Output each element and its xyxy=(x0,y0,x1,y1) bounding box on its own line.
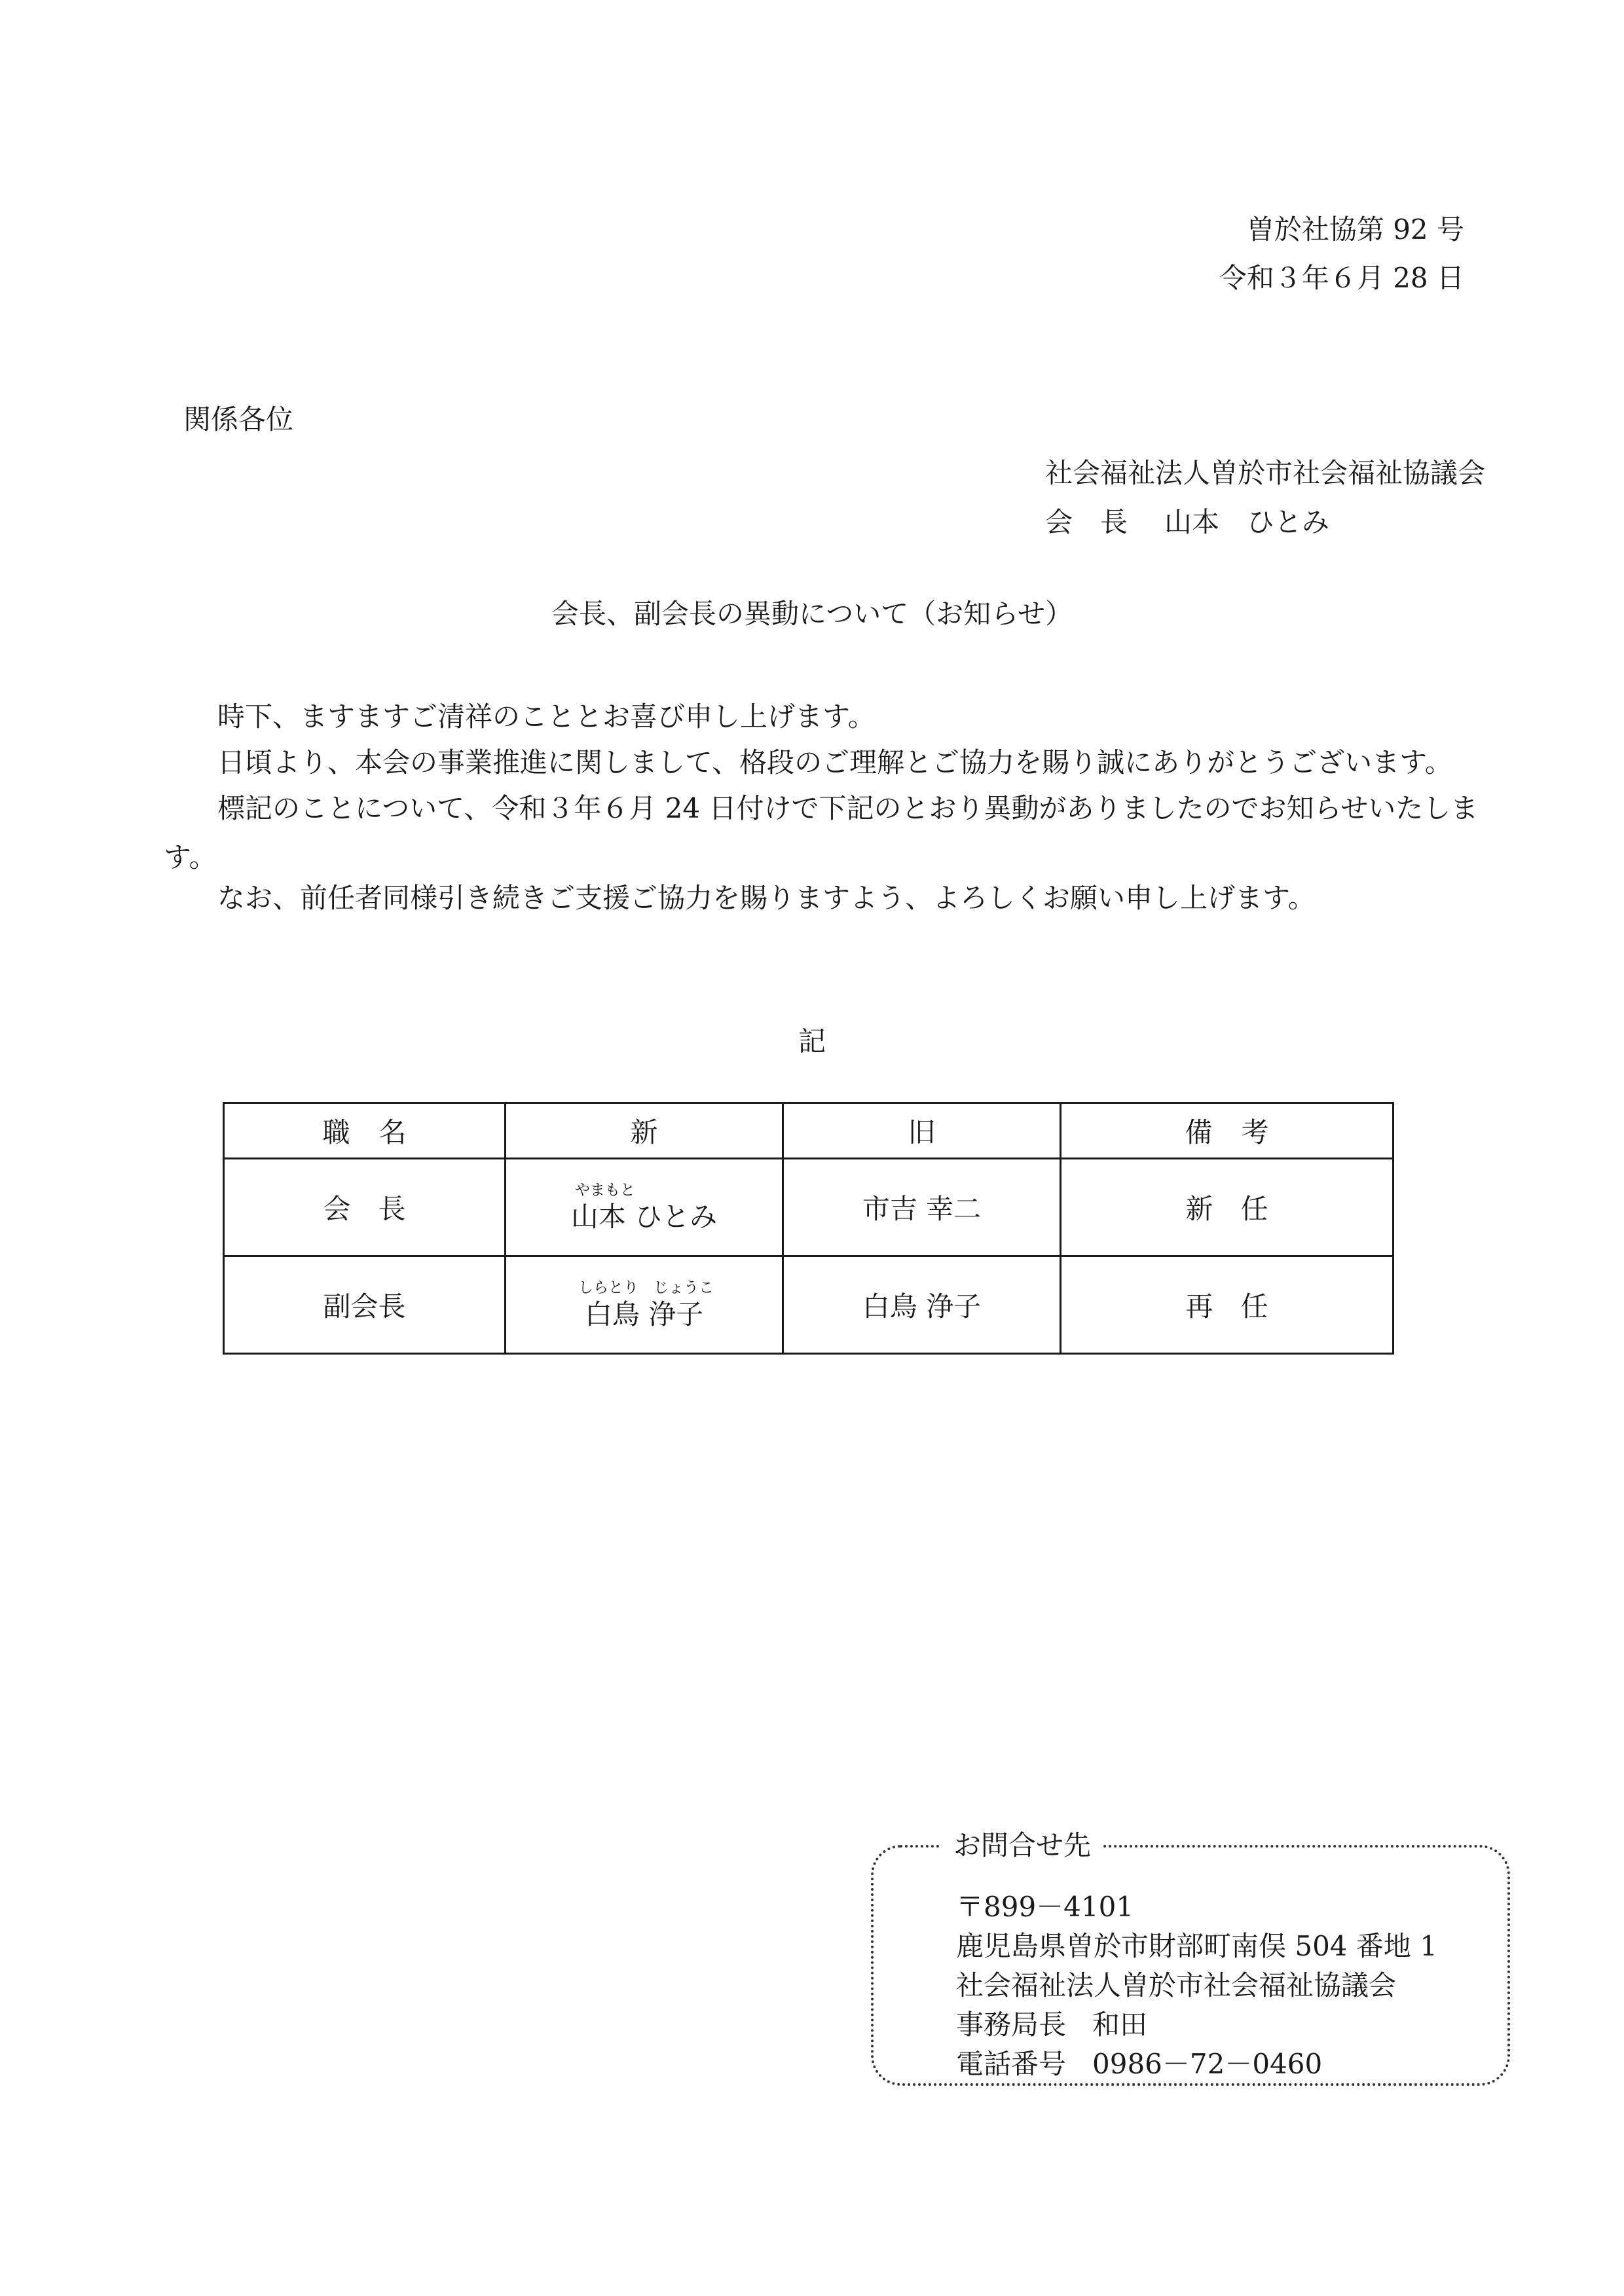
table-row xyxy=(224,1256,1393,1354)
cell-new xyxy=(506,1256,783,1354)
header-old: 旧 xyxy=(783,1103,1061,1159)
personnel-change-table xyxy=(223,1102,1394,1355)
ruby-reading: やまもと xyxy=(574,1182,635,1199)
cell-position: 会 長 xyxy=(224,1159,506,1256)
document-number: 曽於社協第 92 号 xyxy=(1246,213,1464,246)
name-with-ruby xyxy=(571,1181,717,1233)
header-position: 職名 xyxy=(224,1103,506,1159)
contact-phone-number: 0986－72－0460 xyxy=(1092,2048,1323,2080)
document-subject: 会長、副会長の異動について（お知らせ） xyxy=(551,598,1073,630)
document-date: 令和３年６月 28 日 xyxy=(1219,262,1464,294)
new-name: 白鳥 浄子 xyxy=(584,1298,704,1330)
cell-note: 再 任 xyxy=(1061,1256,1393,1354)
contact-person-name: 和田 xyxy=(1092,2009,1148,2041)
cell-old: 市吉 幸二 xyxy=(783,1159,1061,1256)
body-paragraph: 日頃より、本会の事業推進に関しまして、格段のご理解とご協力を賜り誠にありがとうございます。 xyxy=(217,746,1452,778)
table-row xyxy=(224,1159,1393,1256)
recipient: 関係各位 xyxy=(183,403,294,435)
cell-note: 新 任 xyxy=(1061,1159,1393,1256)
contact-organization: 社会福祉法人曽於市社会福祉協議会 xyxy=(956,1969,1397,2001)
record-label: 記 xyxy=(798,1025,826,1057)
contact-heading: お問合せ先 xyxy=(942,1824,1103,1863)
contact-phone xyxy=(956,2043,1322,2082)
name-with-ruby xyxy=(574,1279,714,1331)
table-header-row xyxy=(224,1103,1393,1159)
ruby-reading: しらとり じょうこ xyxy=(578,1279,714,1296)
contact-person-label: 事務局長 xyxy=(956,2009,1067,2041)
cell-position: 副会長 xyxy=(224,1256,506,1354)
sender-title: 会 長 xyxy=(1045,506,1128,538)
header-new: 新 xyxy=(506,1103,783,1159)
contact-address: 鹿児島県曽於市財部町南俣 504 番地 1 xyxy=(956,1930,1437,1962)
contact-postal-code: 〒899－4101 xyxy=(956,1891,1134,1923)
cell-old: 白鳥 浄子 xyxy=(783,1256,1061,1354)
body-paragraph: 標記のことについて、令和３年６月 24 日付けで下記のとおり異動がありましたのでお知らせいたします。 xyxy=(164,792,1479,873)
contact-phone-label: 電話番号 xyxy=(956,2048,1067,2080)
header-note: 備考 xyxy=(1061,1103,1393,1159)
cell-new xyxy=(506,1159,783,1256)
new-name: 山本 ひとみ xyxy=(570,1201,718,1233)
contact-person xyxy=(956,2003,1147,2043)
sender-organization: 社会福祉法人曽於市社会福祉協議会 xyxy=(1045,457,1486,489)
body-paragraph: なお、前任者同様引き続きご支援ご協力を賜りますよう、よろしくお願い申し上げます。 xyxy=(217,882,1316,914)
body-paragraph: 時下、ますますご清祥のこととお喜び申し上げます。 xyxy=(217,701,876,733)
sender-block xyxy=(1045,501,1329,540)
sender-name: 山本 ひとみ xyxy=(1164,506,1330,538)
